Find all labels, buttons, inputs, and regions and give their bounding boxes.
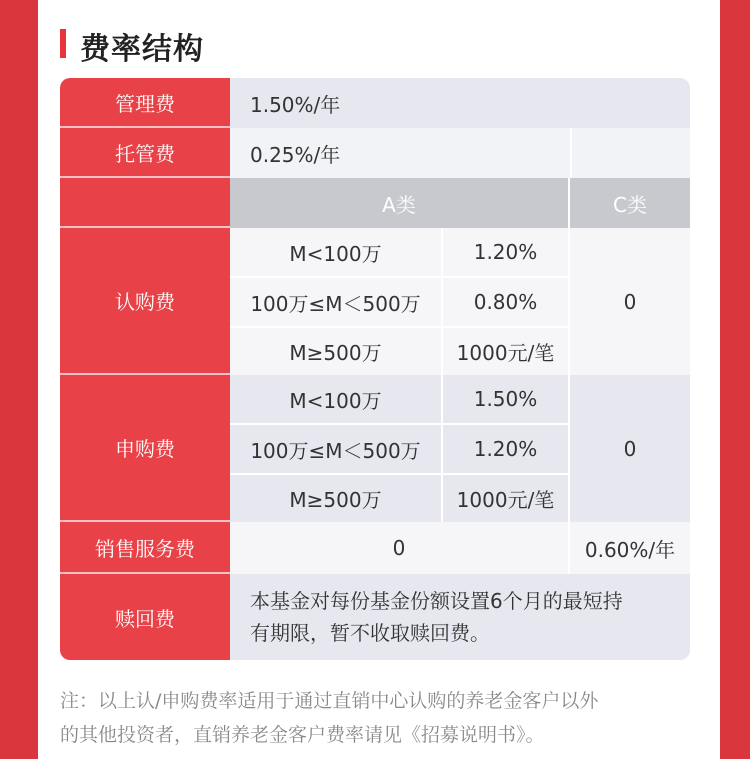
class-c-header: C类	[570, 178, 690, 228]
redeem-fee-line: 本基金对每份基金份额设置6个月的最短持	[250, 589, 623, 613]
fee-table	[60, 78, 690, 660]
custody-fee-value: 0.25%/年	[230, 128, 570, 178]
subscribe-class-c-value: 0	[570, 228, 690, 375]
subscribe-tier-range: M<100万	[230, 228, 443, 278]
custody-fee-blank	[570, 128, 690, 178]
custody-fee-label: 托管费	[60, 128, 230, 178]
purchase-fee-label: 申购费	[60, 375, 230, 522]
footnote	[60, 684, 700, 752]
subscribe-fee-label: 认购费	[60, 228, 230, 375]
title-accent-bar	[60, 29, 66, 58]
footnote-line: 的其他投资者，直销养老金客户费率请见《招募说明书》。	[60, 724, 545, 746]
purchase-class-c-value: 0	[570, 375, 690, 522]
footnote-line: 注：以上认/申购费率适用于通过直销中心认购的养老金客户以外	[60, 690, 599, 712]
redeem-fee-label: 赎回费	[60, 574, 230, 660]
mgmt-fee-label: 管理费	[60, 78, 230, 128]
purchase-tier-rate: 1.20%	[443, 425, 570, 475]
redeem-fee-line: 有期限，暂不收取赎回费。	[250, 621, 490, 645]
sales-fee-label: 销售服务费	[60, 522, 230, 574]
mgmt-fee-value: 1.50%/年	[230, 78, 690, 128]
purchase-tier-range: M≥500万	[230, 475, 443, 522]
subscribe-tier-rate: 0.80%	[443, 278, 570, 328]
header-label-blank	[60, 178, 230, 228]
subscribe-tier-rate: 1.20%	[443, 228, 570, 278]
section-title: 费率结构	[80, 32, 204, 67]
purchase-tier-range: M<100万	[230, 375, 443, 425]
redeem-fee-value	[230, 574, 690, 660]
purchase-tier-range: 100万≤M＜500万	[230, 425, 443, 475]
purchase-tier-rate: 1000元/笔	[443, 475, 570, 522]
sales-fee-class-c-value: 0.60%/年	[570, 522, 690, 574]
subscribe-tier-range: 100万≤M＜500万	[230, 278, 443, 328]
class-a-header: A类	[230, 178, 570, 228]
sales-fee-class-a-value: 0	[230, 522, 570, 574]
subscribe-tier-rate: 1000元/笔	[443, 328, 570, 375]
purchase-tier-rate: 1.50%	[443, 375, 570, 425]
subscribe-tier-range: M≥500万	[230, 328, 443, 375]
